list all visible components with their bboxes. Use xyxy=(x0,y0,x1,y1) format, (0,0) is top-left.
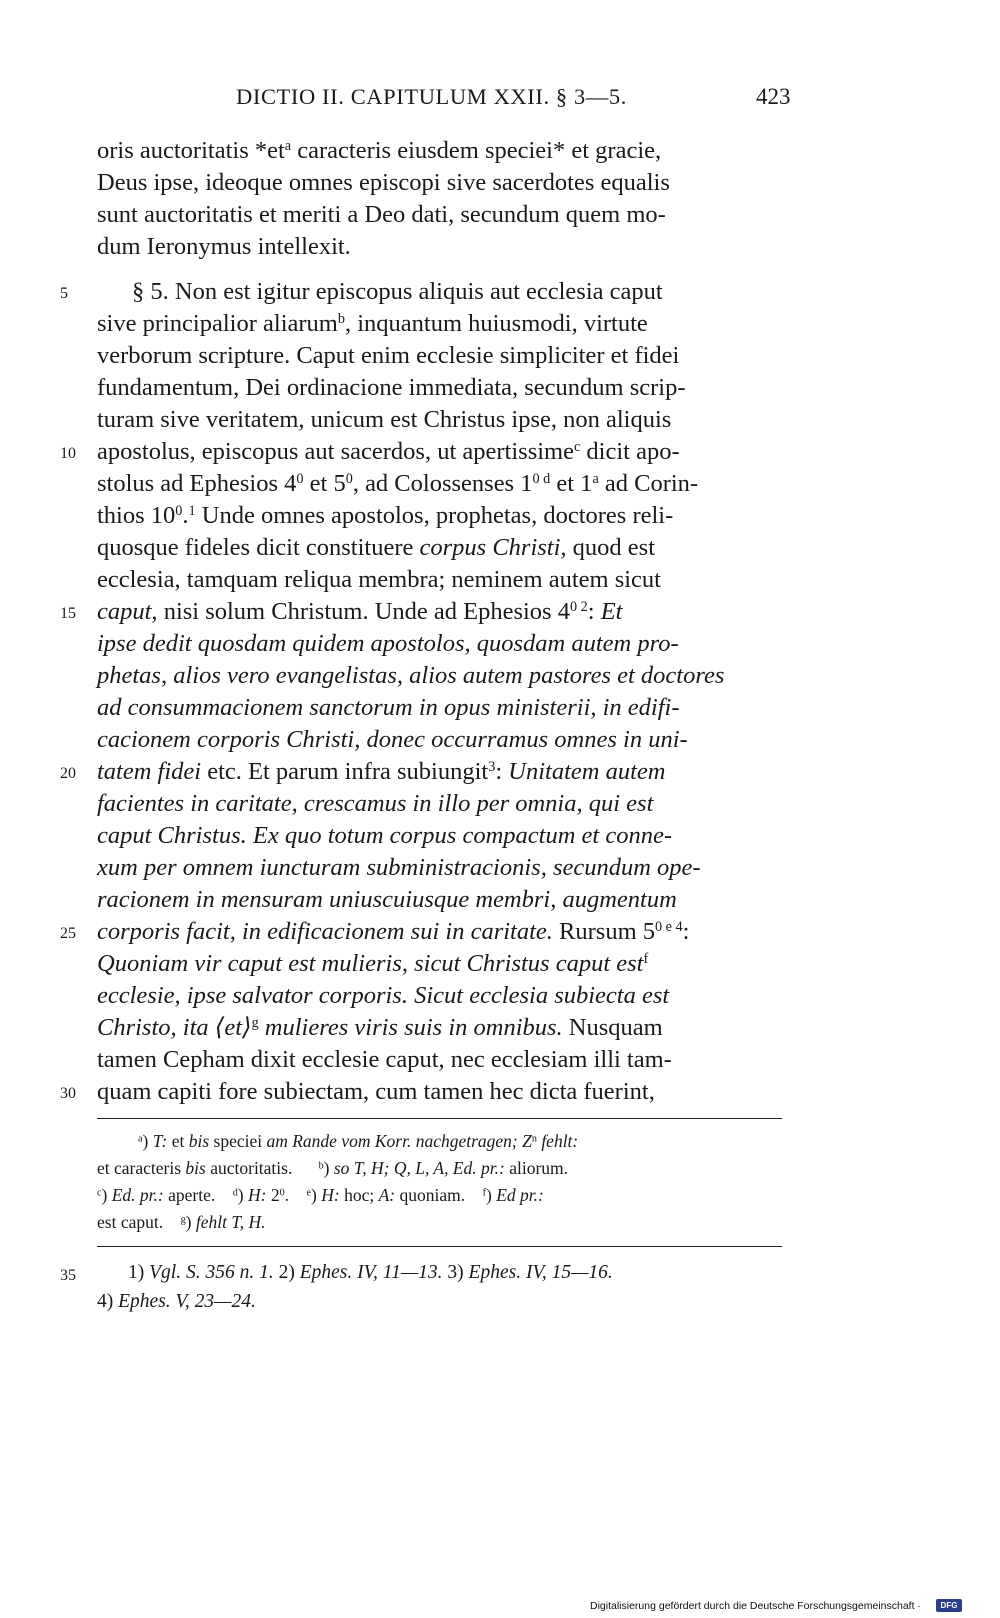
line-number: 20 xyxy=(60,765,76,782)
text-line: ecclesia, tamquam reliqua membra; neminem autem sicut xyxy=(97,566,661,593)
text-line: Deus ipse, ideoque omnes episcopi sive sacerdotes equalis xyxy=(97,169,670,196)
line-number: 5 xyxy=(60,285,68,302)
text-line: dum Ieronymus intellexit. xyxy=(97,233,351,260)
text-line: turam sive veritatem, unicum est Christus ipse, non aliquis xyxy=(97,406,672,433)
digitization-note: Digitalisierung gefördert durch die Deutsche Forschungsgemeinschaft · xyxy=(590,1600,921,1612)
sources-divider xyxy=(97,1246,782,1247)
text-line: Quoniam vir caput est mulieris, sicut Christus caput est$^f$ xyxy=(97,950,649,977)
page-number: 423 xyxy=(756,84,791,109)
text-line: tamen Cepham dixit ecclesie caput, nec ecclesiam illi tam- xyxy=(97,1046,672,1073)
apparatus-line: $^c$) Ed. pr.: aperte. $^d$) H: $2^0$. $^e$) H: hoc; A: quoniam. $^f$) Ed pr.: xyxy=(97,1185,544,1205)
paragraph-start-line: § 5. Non est igitur episcopus aliquis aut ecclesia caput xyxy=(132,278,663,305)
text-line: stolus ad Ephesios $4^0$ et $5^0$, ad Colossenses $1^{0 d}$ et 1$^a$ ad Corin- xyxy=(97,470,699,497)
text-line: racionem in mensuram uniuscuiusque membri, augmentum xyxy=(97,886,677,913)
text-line: caput Christus. Ex quo totum corpus compactum et conne- xyxy=(97,822,672,849)
text-line: sive principalior aliarum$^b$, inquantum huiusmodi, virtute xyxy=(97,310,648,337)
apparatus-divider xyxy=(97,1118,782,1119)
text-line: caput, nisi solum Christum. Unde ad Ephesios $4^{0 2}$: Et xyxy=(97,598,623,625)
text-line: sunt auctoritatis et meriti a Deo dati, secundum quem mo- xyxy=(97,201,666,228)
apparatus-line: et caracteris bis auctoritatis. $^b$) so T, H; Q, L, A, Ed. pr.: aliorum. xyxy=(97,1158,569,1178)
text-line: verborum scripture. Caput enim ecclesie simpliciter et fidei xyxy=(97,342,680,369)
source-line: 4) Ephes. V, 23—24. xyxy=(97,1291,256,1312)
text-line: apostolus, episcopus aut sacerdos, ut apertissime$^c$ dicit apo- xyxy=(97,438,680,465)
text-line: ecclesie, ipse salvator corporis. Sicut ecclesia subiecta est xyxy=(97,982,670,1009)
line-number: 30 xyxy=(60,1085,76,1102)
text-line: quam capiti fore subiectam, cum tamen hec dicta fuerint, xyxy=(97,1078,655,1105)
apparatus-line: $^a$) T: et bis speciei am Rande vom Korr. nachgetragen; $Z^n$ fehlt: xyxy=(138,1131,579,1151)
source-line: 1) Vgl. S. 356 n. 1. 2) Ephes. IV, 11—13. 3) Ephes. IV, 15—16. xyxy=(128,1262,613,1283)
text-line: fundamentum, Dei ordinacione immediata, secundum scrip- xyxy=(97,374,686,401)
text-line: Christo, ita ⟨et⟩$^g$ mulieres viris suis in omnibus. Nusquam xyxy=(97,1014,663,1041)
text-line: thios $10^0.^1$ Unde omnes apostolos, prophetas, doctores reli- xyxy=(97,502,674,529)
running-header xyxy=(0,84,1000,120)
text-line: phetas, alios vero evangelistas, alios autem pastores et doctores xyxy=(97,662,725,689)
text-line: ipse dedit quosdam quidem apostolos, quosdam autem pro- xyxy=(97,630,679,657)
text-line: cacionem corporis Christi, donec occurramus omnes in uni- xyxy=(97,726,688,753)
text-line: ad consummacionem sanctorum in opus ministerii, in edifi- xyxy=(97,694,680,721)
text-line: oris auctoritatis $*et^a$ caracteris eiusdem speciei* et gracie, xyxy=(97,137,662,164)
line-number: 25 xyxy=(60,925,76,942)
text-line: xum per omnem iuncturam subministracionis, secundum ope- xyxy=(97,854,701,881)
text-line: corporis facit, in edificacionem sui in caritate. Rursum $5^{0 e 4}$: xyxy=(97,918,690,945)
dfg-logo-icon: DFG xyxy=(936,1599,962,1612)
line-number: 35 xyxy=(60,1267,76,1284)
text-line: tatem fidei etc. Et parum infra subiungit$^3$: Unitatem autem xyxy=(97,758,666,785)
text-line: facientes in caritate, crescamus in illo per omnia, qui est xyxy=(97,790,654,817)
apparatus-line: est caput. $^g$) fehlt T, H. xyxy=(97,1212,266,1232)
running-title: DICTIO II. CAPITULUM XXII. § 3—5. xyxy=(236,84,628,109)
text-line: quosque fideles dicit constituere corpus Christi, quod est xyxy=(97,534,655,561)
line-number: 10 xyxy=(60,445,76,462)
line-number: 15 xyxy=(60,605,76,622)
